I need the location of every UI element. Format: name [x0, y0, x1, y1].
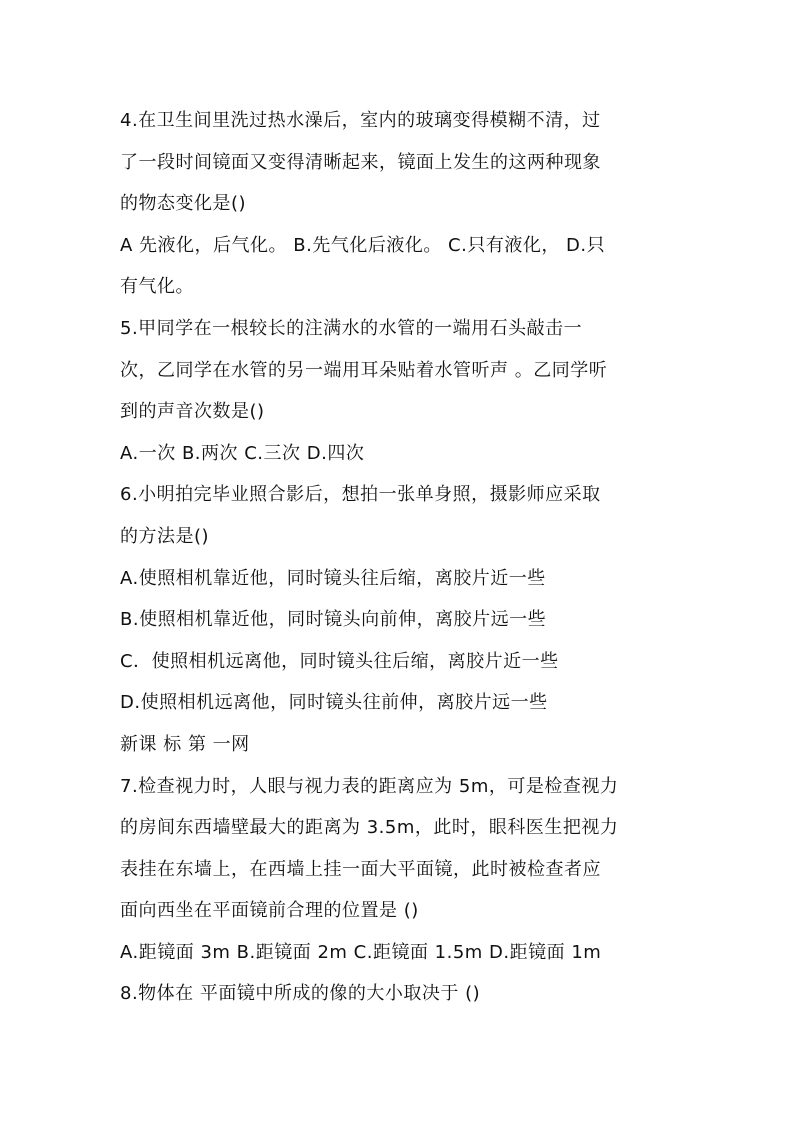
q7-stem-line-1: 7.检查视力时，人眼与视力表的距离应为 5m，可是检查视力 [120, 775, 619, 797]
q6-option-b: B.使照相机靠近他，同时镜头向前伸，离胶片远一些 [120, 609, 547, 631]
q5-stem-line-1: 5.甲同学在一根较长的注满水的水管的一端用石头敲击一 [120, 317, 583, 339]
q6-stem-line-1: 6.小明拍完毕业照合影后，想拍一张单身照，摄影师应采取 [120, 484, 601, 506]
q4-stem-line-1: 4.在卫生间里洗过热水澡后，室内的玻璃变得模糊不清，过 [120, 110, 601, 131]
q7-stem-line-4: 面向西坐在平面镜前合理的位置是 () [120, 900, 419, 922]
q6-option-d: D.使照相机远离他，同时镜头往前伸，离胶片远一些 [120, 692, 548, 714]
q4-stem-line-2: 了一段时间镜面又变得清晰起来，镜面上发生的这两种现象 [120, 151, 601, 173]
q4-options-line-1: A 先液化，后气化。 B.先气化后液化。 C.只有液化， D.只 [120, 234, 606, 256]
q7-stem-line-2: 的房间东西墙壁最大的距离为 3.5m，此时，眼科医生把视力 [120, 817, 619, 839]
q6-option-a: A.使照相机靠近他，同时镜头往后缩，离胶片近一些 [120, 567, 546, 589]
q4-stem-line-3: 的物态变化是() [120, 193, 247, 215]
q5-stem-line-2: 次，乙同学在水管的另一端用耳朵贴着水管听声 。乙同学听 [120, 359, 608, 381]
q5-options: A.一次 B.两次 C.三次 D.四次 [120, 442, 365, 464]
document-body [120, 100, 680, 1015]
watermark-text: 新课 标 第 一网 [120, 733, 250, 755]
q8-stem-line-1: 8.物体在 平面镜中所成的像的大小取决于 () [120, 983, 481, 1005]
q6-stem-line-2: 的方法是() [120, 525, 210, 547]
q5-stem-line-3: 到的声音次数是() [120, 401, 265, 423]
q4-options-line-2: 有气化。 [120, 276, 194, 298]
q6-option-c: C．使照相机远离他，同时镜头往后缩，离胶片近一些 [120, 650, 559, 672]
q7-stem-line-3: 表挂在东墙上，在西墙上挂一面大平面镜，此时被检查者应 [120, 858, 601, 880]
q7-options: A.距镜面 3m B.距镜面 2m C.距镜面 1.5m D.距镜面 1m [120, 941, 602, 963]
